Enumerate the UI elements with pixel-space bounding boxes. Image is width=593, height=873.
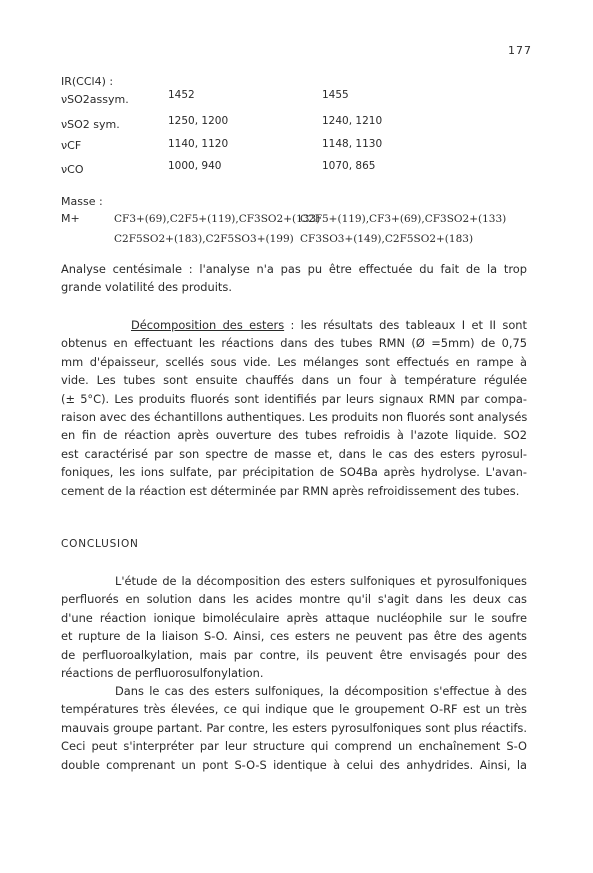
ir-value-col2: 1455	[322, 89, 349, 101]
ir-value-col1: 1452	[168, 89, 195, 101]
conclusion-line: mauvais groupe partant. Par contre, les esters pyrosulfoniques sont plus réactifs.	[61, 720, 527, 735]
conclusion-line: températures très élevées, ce qui indique que le groupement O-RF est un très	[61, 702, 527, 717]
decomposition-line: foniques, les ions sulfate, par précipitation de SO4Ba après hydrolyse. L'avan-	[61, 465, 527, 480]
masse-col1-line1: CF3+(69),C2F5+(119),CF3SO2+(133)	[114, 213, 321, 225]
decomposition-line: cement de la réaction est déterminée par RMN après refroidissement des tubes.	[61, 483, 520, 498]
ir-label-so2-sym: νSO2 sym.	[61, 118, 120, 131]
conclusion-line: perfluorés en solution dans les acides montre qu'il s'agit dans les deux cas	[61, 592, 527, 607]
conclusion-line: Dans le cas des esters sulfoniques, la décomposition s'effectue à des	[115, 684, 527, 698]
conclusion-title: CONCLUSION	[61, 538, 139, 550]
masse-mplus: M+	[61, 212, 80, 225]
conclusion-line: réactions de perfluorosulfonylation.	[61, 666, 264, 681]
decomposition-title: Décomposition des esters	[131, 318, 285, 332]
decomposition-line: est caractérisé par son spectre de masse et, dans le cas des esters pyrosul-	[61, 446, 527, 461]
ir-label-co: νCO	[61, 163, 84, 176]
analyse-line: Analyse centésimale : l'analyse n'a pas pu être effectuée du fait de la trop	[61, 262, 527, 276]
decomposition-line: en fin de réaction après ouverture des tubes refroidis à l'azote liquide. SO2	[61, 428, 527, 443]
decomposition-line: raison avec des échantillons authentiques. Les produits non fluorés sont analysés	[61, 410, 528, 425]
ir-value-col2: 1070, 865	[322, 160, 376, 172]
masse-col1-line2: C2F5SO2+(183),C2F5SO3+(199)	[114, 233, 294, 245]
analyse-line: grande volatilité des produits.	[61, 280, 232, 295]
ir-value-col2: 1240, 1210	[322, 115, 383, 127]
conclusion-line: de perfluoroalkylation, mais par contre, ils peuvent être envisagés pour des	[61, 647, 527, 662]
conclusion-line: d'une réaction ionique bimoléculaire après attaque nucléophile sur le soufre	[61, 610, 527, 625]
masse-col2-line1: C2F5+(119),CF3+(69),CF3SO2+(133)	[300, 213, 507, 225]
ir-value-col2: 1148, 1130	[322, 138, 383, 150]
masse-header: Masse :	[61, 195, 103, 208]
ir-label-cf: νCF	[61, 139, 82, 152]
conclusion-line: et rupture de la liaison S-O. Ainsi, ces esters ne peuvent pas être des agents	[61, 629, 527, 644]
page-number: 177	[508, 44, 532, 57]
decomposition-paragraph	[61, 316, 527, 500]
conclusion-paragraph-1	[61, 572, 527, 682]
masse-col2-line2: CF3SO3+(149),C2F5SO2+(183)	[300, 233, 474, 245]
ir-header: IR(CCl4) :	[61, 75, 114, 88]
conclusion-line: Ceci peut s'interpréter par leur structure qui comprend un enchaînement S-O	[61, 739, 527, 754]
conclusion-line: L'étude de la décomposition des esters sulfoniques et pyrosulfoniques	[115, 574, 527, 588]
decomposition-first-line	[61, 316, 527, 334]
decomposition-line: (± 5°C). Les produits fluorés sont identifiés par leurs signaux RMN par compa-	[61, 391, 527, 406]
ir-value-col1: 1000, 940	[168, 160, 222, 172]
ir-value-col1: 1250, 1200	[168, 115, 229, 127]
conclusion-line: double comprenant un pont S-O-S identique à celui des anhydrides. Ainsi, la	[61, 757, 527, 772]
ir-label-so2-assym: νSO2assym.	[61, 93, 129, 106]
conclusion-paragraph-2	[61, 682, 527, 774]
decomposition-line: obtenus en effectuant les réactions dans des tubes RMN (Ø =5mm) de 0,75	[61, 336, 527, 351]
analyse-paragraph	[61, 260, 527, 297]
decomposition-line: vide. Les tubes sont ensuite chauffés dans un four à température régulée	[61, 373, 527, 388]
decomposition-line: : les résultats des tableaux I et II sont	[284, 318, 527, 332]
decomposition-line: mm d'épaisseur, scellés sous vide. Les mélanges sont effectués en rampe à	[61, 354, 527, 369]
ir-value-col1: 1140, 1120	[168, 138, 229, 150]
